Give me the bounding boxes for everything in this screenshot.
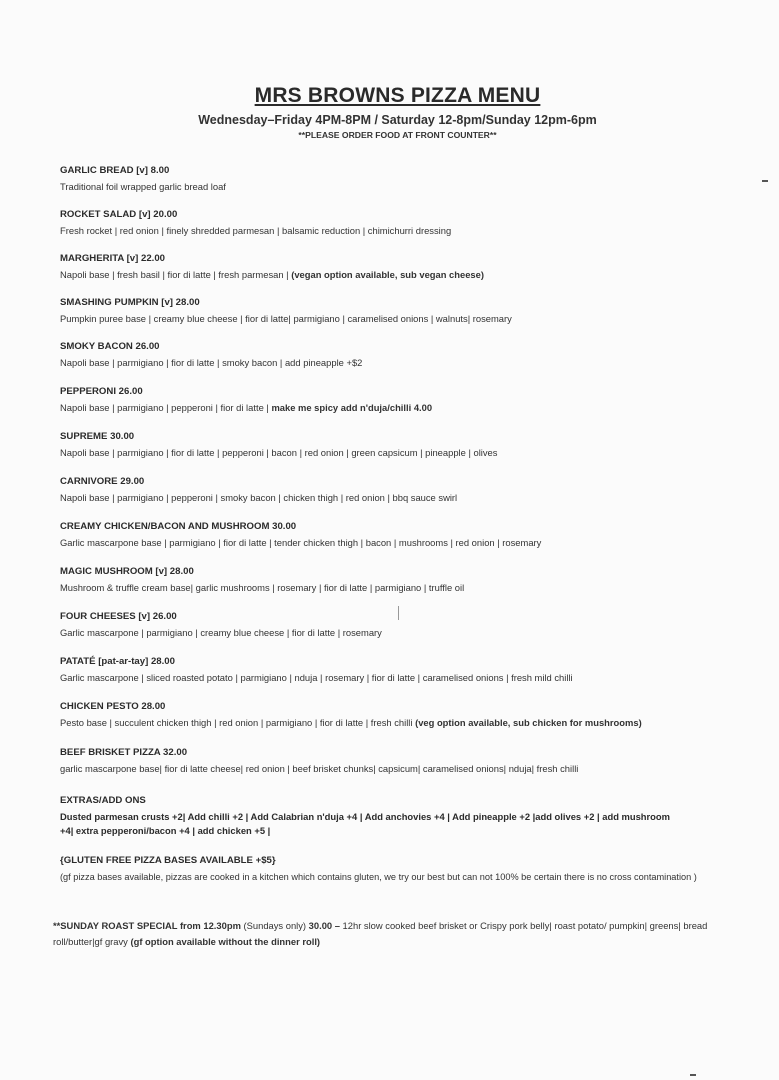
menu-item-name: PEPPERONI 26.00 [60, 386, 143, 397]
gluten-free-title: {GLUTEN FREE PIZZA BASES AVAILABLE +$5} [60, 855, 276, 866]
gluten-free-section [60, 854, 750, 884]
menu-item-name: CARNIVORE 29.00 [60, 476, 145, 487]
menu-item-desc: Pesto base | succulent chicken thigh | red onion | parmigiano | fior di latte | fresh chilli (veg option available, sub chicken for mushrooms) [60, 717, 642, 728]
menu-item [60, 565, 750, 595]
menu-item [60, 385, 750, 415]
menu-header [0, 84, 779, 140]
menu-item-desc: Garlic mascarpone | parmigiano | creamy blue cheese | fior di latte | rosemary [60, 627, 382, 638]
extras-list: Dusted parmesan crusts +2| Add chilli +2 | Add Calabrian n'duja +4 | Add anchovies +4 | Add pineapple +2 |add olives +2 | add mushroom +4| extra pepperoni/bacon +4 | add chicken +5 | [60, 811, 670, 836]
menu-title: MRS BROWNS PIZZA MENU [254, 84, 541, 107]
scan-mark [398, 606, 399, 620]
sunday-roast-text: **SUNDAY ROAST SPECIAL from 12.30pm (Sundays only) 30.00 – 12hr slow cooked beef brisket or Crispy pork belly| roast potato/ pumpkin| greens| bread roll/butter|gf gravy (gf option available without the dinner roll) [53, 920, 708, 947]
menu-item-name: SMASHING PUMPKIN [v] 28.00 [60, 297, 200, 308]
menu-item-desc: Garlic mascarpone | sliced roasted potato | parmigiano | nduja | rosemary | fior di latte | caramelised onions | fresh mild chilli [60, 672, 573, 683]
menu-item [60, 475, 750, 505]
menu-item-desc: Fresh rocket | red onion | finely shredded parmesan | balsamic reduction | chimichurri dressing [60, 225, 452, 236]
menu-item-name: CHICKEN PESTO 28.00 [60, 701, 166, 712]
menu-item-name: MAGIC MUSHROOM [v] 28.00 [60, 566, 194, 577]
menu-item-name: BEEF BRISKET PIZZA 32.00 [60, 747, 188, 758]
menu-item-desc: Garlic mascarpone base | parmigiano | fior di latte | tender chicken thigh | bacon | mushrooms | red onion | rosemary [60, 537, 542, 548]
menu-item-desc: Traditional foil wrapped garlic bread loaf [60, 181, 226, 192]
menu-item-name: CREAMY CHICKEN/BACON AND MUSHROOM 30.00 [60, 521, 297, 532]
menu-item-name: SMOKY BACON 26.00 [60, 341, 160, 352]
menu-item-desc: Napoli base | parmigiano | fior di latte | pepperoni | bacon | red onion | green capsicum | pineapple | olives [60, 447, 498, 458]
menu-item [60, 610, 750, 640]
menu-item [60, 746, 750, 776]
menu-item [60, 655, 750, 685]
menu-item-name: FOUR CHEESES [v] 26.00 [60, 611, 177, 622]
menu-item-desc: Napoli base | parmigiano | fior di latte | smoky bacon | add pineapple +$2 [60, 357, 363, 368]
extras-title: EXTRAS/ADD ONS [60, 795, 146, 806]
menu-item [60, 296, 750, 326]
menu-item-name: MARGHERITA [v] 22.00 [60, 253, 166, 264]
menu-item-desc: garlic mascarpone base| fior di latte cheese| red onion | beef brisket chunks| capsicum| caramelised onions| nduja| fresh chilli [60, 763, 579, 774]
menu-item [60, 520, 750, 550]
opening-hours: Wednesday–Friday 4PM-8PM / Saturday 12-8pm/Sunday 12pm-6pm [198, 113, 597, 127]
menu-item-desc: Napoli base | parmigiano | pepperoni | fior di latte | make me spicy add n'duja/chilli 4.00 [60, 402, 433, 413]
menu-item-name: ROCKET SALAD [v] 20.00 [60, 209, 178, 220]
menu-item [60, 700, 750, 730]
extras-section [60, 794, 750, 838]
order-note: **PLEASE ORDER FOOD AT FRONT COUNTER** [298, 130, 497, 140]
scan-mark [762, 180, 768, 182]
menu-item [60, 164, 750, 194]
menu-item-desc: Napoli base | parmigiano | pepperoni | smoky bacon | chicken thigh | red onion | bbq sauce swirl [60, 492, 458, 503]
menu-item-name: GARLIC BREAD [v] 8.00 [60, 165, 170, 176]
menu-item-desc: Mushroom & truffle cream base| garlic mushrooms | rosemary | fior di latte | parmigiano | truffle oil [60, 582, 465, 593]
menu-item [60, 208, 750, 238]
menu-item [60, 340, 750, 370]
menu-item-desc: Napoli base | fresh basil | fior di latte | fresh parmesan | (vegan option available, sub vegan cheese) [60, 269, 484, 280]
menu-item-name: PATATÉ [pat-ar-tay] 28.00 [60, 656, 175, 667]
gluten-free-note: (gf pizza bases available, pizzas are cooked in a kitchen which contains gluten, we try our best but can not 100% be certain there is no cross contamination ) [60, 872, 697, 882]
scan-mark [690, 1074, 696, 1076]
sunday-roast-section [53, 918, 743, 950]
menu-item-name: SUPREME 30.00 [60, 431, 135, 442]
menu-item [60, 252, 750, 282]
menu-item [60, 430, 750, 460]
menu-item-desc: Pumpkin puree base | creamy blue cheese | fior di latte| parmigiano | caramelised onions | walnuts| rosemary [60, 313, 512, 324]
